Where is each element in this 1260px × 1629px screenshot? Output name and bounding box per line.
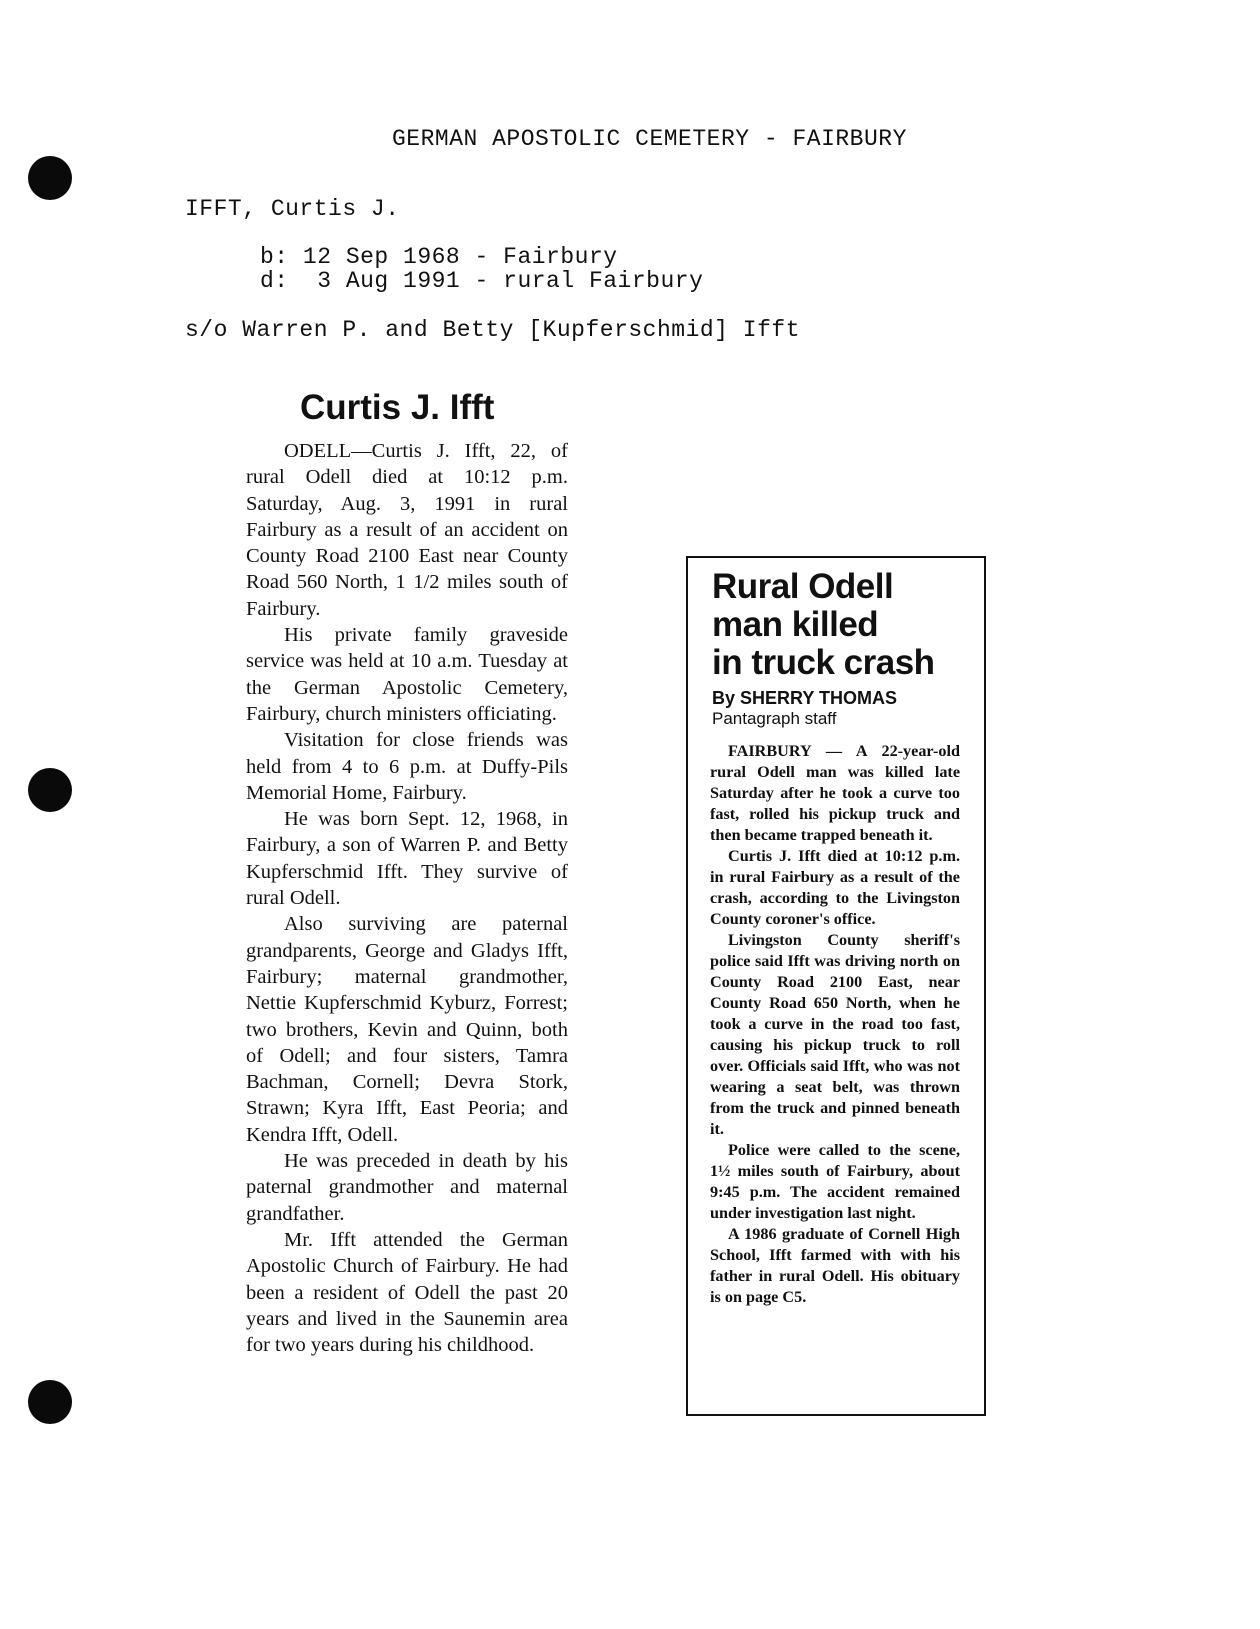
headline-line: in truck crash bbox=[712, 643, 935, 682]
obituary-paragraph: Mr. Ifft attended the German Apostolic Church of Fairbury. He had been a resident of Odell the past 20 years and lived in the Saunemin area for two years during his childhood. bbox=[246, 1228, 568, 1357]
headline-line: man killed bbox=[712, 605, 879, 644]
punch-hole-bottom bbox=[28, 1380, 72, 1424]
obituary-paragraph: He was born Sept. 12, 1968, in Fairbury, a son of Warren P. and Betty Kupferschmid Ifft. They survive of rural Odell. bbox=[246, 808, 568, 910]
headline-line: Rural Odell bbox=[712, 567, 894, 606]
obituary-body bbox=[246, 438, 568, 1358]
article-paragraph: FAIRBURY — A 22-year-old rural Odell man was killed late Saturday after he took a curve too fast, rolled his pickup truck and then became trapped beneath it. bbox=[710, 742, 960, 844]
obituary-paragraph: Also surviving are paternal grandparents, George and Gladys Ifft, Fairbury; maternal grandmother, Nettie Kupferschmid Kyburz, Forrest; two brothers, Kevin and Quinn, both of Odell; and four sisters, Tamra Bachman, Cornell; Devra Stork, Strawn; Kyra Ifft, East Peoria; and Kendra Ifft, Odell. bbox=[246, 913, 568, 1146]
punch-hole-middle bbox=[28, 768, 72, 812]
record-name: IFFT, Curtis J. bbox=[185, 196, 400, 222]
article-paragraph: A 1986 graduate of Cornell High School, Ifft farmed with with his father in rural Odell. His obituary is on page C5. bbox=[710, 1225, 960, 1306]
record-died: d: 3 Aug 1991 - rural Fairbury bbox=[260, 268, 704, 294]
punch-hole-top bbox=[28, 156, 72, 200]
obituary-paragraph: His private family graveside service was held at 10 a.m. Tuesday at the German Apostolic Cemetery, Fairbury, church ministers officiating. bbox=[246, 624, 568, 725]
article-body bbox=[710, 741, 960, 1308]
record-born: b: 12 Sep 1968 - Fairbury bbox=[260, 244, 618, 270]
news-clipping bbox=[686, 556, 986, 1416]
article-staff: Pantagraph staff bbox=[712, 709, 837, 728]
article-byline: By SHERRY THOMAS bbox=[712, 688, 898, 708]
obituary-paragraph: ODELL—Curtis J. Ifft, 22, of rural Odell died at 10:12 p.m. Saturday, Aug. 3, 1991 in rural Fairbury as a result of an accident on County Road 2100 East near County Road 560 North, 1 1/2 miles south of Fairbury. bbox=[246, 440, 568, 620]
page-title: GERMAN APOSTOLIC CEMETERY - FAIRBURY bbox=[392, 126, 907, 152]
article-paragraph: Police were called to the scene, 1½ miles south of Fairbury, about 9:45 p.m. The accident remained under investigation last night. bbox=[710, 1141, 960, 1222]
obituary-title: Curtis J. Ifft bbox=[300, 388, 495, 427]
obituary-paragraph: He was preceded in death by his paternal grandmother and maternal grandfather. bbox=[246, 1150, 568, 1225]
article-headline bbox=[712, 568, 935, 682]
record-parents: s/o Warren P. and Betty [Kupferschmid] Ifft bbox=[185, 317, 800, 343]
obituary-paragraph: Visitation for close friends was held from 4 to 6 p.m. at Duffy-Pils Memorial Home, Fairbury. bbox=[246, 729, 568, 804]
article-paragraph: Livingston County sheriff's police said Ifft was driving north on County Road 2100 East, near County Road 650 North, when he took a curve in the road too fast, causing his pickup truck to roll over. Officials said Ifft, who was not wearing a seat belt, was thrown from the truck and pinned beneath it. bbox=[710, 931, 960, 1138]
article-paragraph: Curtis J. Ifft died at 10:12 p.m. in rural Fairbury as a result of the crash, according to the Livingston County coroner's office. bbox=[710, 847, 960, 928]
